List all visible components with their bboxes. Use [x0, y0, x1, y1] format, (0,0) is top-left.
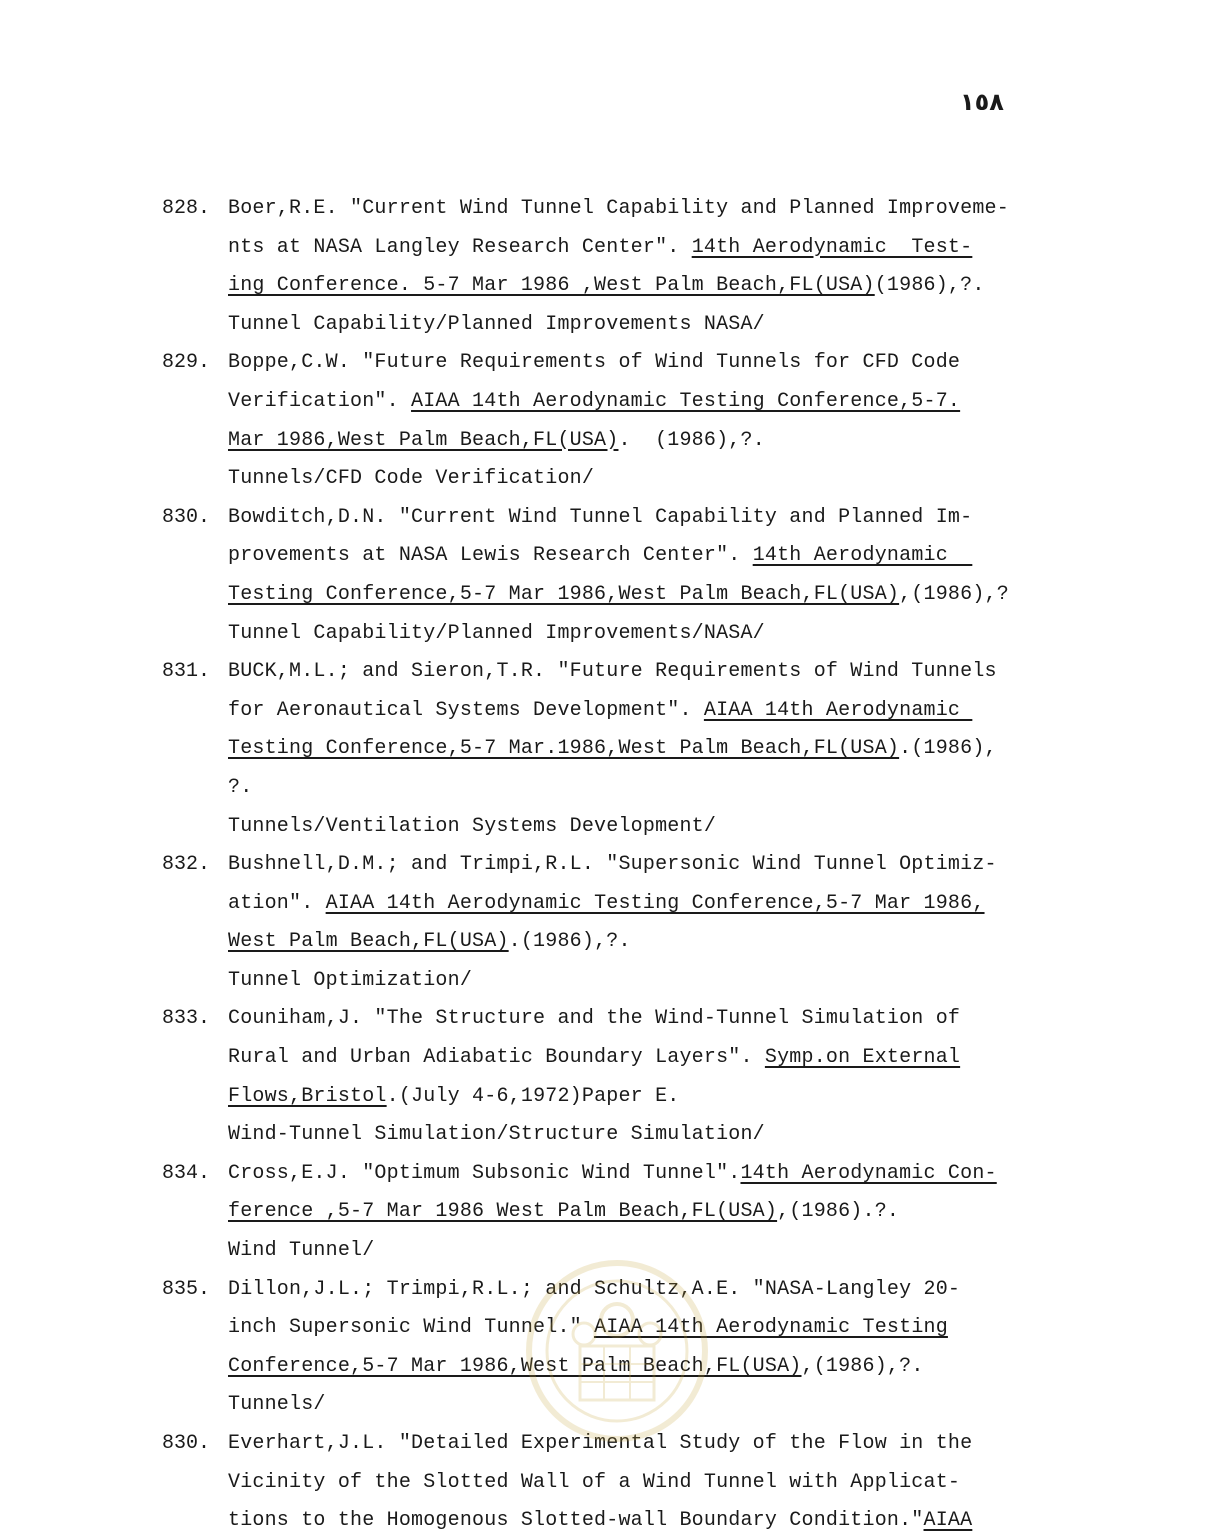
source-title: 14th Aerodynamic Test-	[691, 235, 973, 259]
entry-text: .(1986),	[899, 737, 997, 761]
source-title: West Palm Beach,FL(USA)	[228, 930, 509, 954]
entry-text: BUCK,M.L.; and Sieron,T.R. "Future Requirements of Wind Tunnels	[228, 660, 997, 684]
entry-number: 833.	[162, 1007, 211, 1031]
entry-line	[228, 1155, 1062, 1194]
entry-line	[228, 1386, 1062, 1425]
source-title: AIAA 14th Aerodynamic Testing Conference,5-7.	[411, 389, 961, 413]
entry-line	[228, 1039, 1062, 1078]
entry-line	[228, 1425, 1062, 1464]
entry-text: Cross,E.J. "Optimum Subsonic Wind Tunnel".	[228, 1161, 741, 1185]
entry-number: 829.	[162, 351, 211, 375]
bibliography-entry	[162, 846, 1062, 1000]
entry-line	[228, 344, 1062, 383]
entry-text: Boer,R.E. "Current Wind Tunnel Capability and Planned Improveme-	[228, 197, 1009, 220]
bibliography-entry	[162, 344, 1062, 498]
entry-line	[228, 576, 1062, 615]
entry-line	[228, 730, 1062, 769]
entry-text: . (1986),?.	[618, 428, 765, 452]
entry-line	[228, 267, 1062, 306]
entry-line	[228, 1271, 1062, 1310]
bibliography-entry	[162, 1000, 1062, 1154]
entry-line	[228, 692, 1062, 731]
source-title: AIAA	[923, 1509, 973, 1533]
entry-text: Wind-Tunnel Simulation/Structure Simulation/	[228, 1123, 765, 1147]
entry-line	[228, 769, 1062, 808]
entry-text: Boppe,C.W. "Future Requirements of Wind Tunnels for CFD Code	[228, 351, 961, 375]
entry-line	[228, 383, 1062, 422]
entry-text: ,(1986),?	[899, 582, 1009, 606]
entry-text: Dillon,J.L.; Trimpi,R.L.; and Schultz,A.E. "NASA-Langley 20-	[228, 1277, 961, 1301]
entry-number: 830.	[162, 1432, 211, 1455]
entry-line	[228, 923, 1062, 962]
entry-line	[228, 1000, 1062, 1039]
source-title: Mar 1986,West Palm Beach,FL(USA)	[228, 428, 619, 452]
source-title: Symp.on External	[764, 1046, 961, 1070]
source-title: Testing Conference,5-7 Mar.1986,West Palm Beach,FL(USA)	[228, 737, 900, 761]
entry-text: ation".	[228, 891, 326, 915]
entry-line	[228, 422, 1062, 461]
entry-line	[228, 499, 1062, 538]
entry-line	[228, 962, 1062, 1001]
bibliography-entry	[162, 190, 1062, 344]
entry-line	[228, 1078, 1062, 1117]
entry-text: Couniham,J. "The Structure and the Wind-Tunnel Simulation of	[228, 1007, 961, 1031]
entry-line	[228, 1348, 1062, 1387]
entry-text: ,(1986),?.	[801, 1354, 924, 1378]
entry-text: .(1986),?.	[508, 930, 631, 954]
entry-number: 835.	[162, 1277, 211, 1301]
entry-text: (1986),?.	[874, 274, 985, 298]
entry-text: Tunnels/	[228, 1393, 326, 1417]
entry-line	[228, 1502, 1062, 1536]
entry-text: ,(1986).?.	[777, 1200, 900, 1224]
entry-text: Bowditch,D.N. "Current Wind Tunnel Capability and Planned Im-	[228, 505, 973, 529]
bibliography-entry	[162, 653, 1062, 846]
entry-text: Tunnel Optimization/	[228, 968, 473, 992]
entry-line	[228, 229, 1062, 268]
source-title: ference ,5-7 Mar 1986 West Palm Beach,FL(USA)	[228, 1200, 778, 1224]
entry-text: inch Supersonic Wind Tunnel."	[228, 1316, 595, 1340]
entry-text: Wind Tunnel/	[228, 1239, 375, 1263]
entry-line	[228, 1232, 1062, 1271]
entry-line	[228, 460, 1062, 499]
entry-text: Tunnel Capability/Planned Improvements/NASA/	[228, 621, 765, 645]
entry-line	[228, 1116, 1062, 1155]
source-title: Flows,Bristol	[228, 1084, 387, 1108]
entry-text: provements at NASA Lewis Research Center".	[228, 544, 753, 568]
entry-line	[228, 846, 1062, 885]
source-title: 14th Aerodynamic Con-	[740, 1161, 997, 1185]
source-title: AIAA 14th Aerodynamic Testing Conference,5-7 Mar 1986,	[325, 891, 985, 915]
entry-text: tions to the Homogenous Slotted-wall Boundary Condition."	[228, 1509, 924, 1533]
entry-text: nts at NASA Langley Research Center".	[228, 235, 692, 259]
entry-line	[228, 1464, 1062, 1503]
bibliography-entry	[162, 499, 1062, 653]
entry-line	[228, 653, 1062, 692]
entry-text: Everhart,J.L. "Detailed Experimental Study of the Flow in the	[228, 1432, 973, 1455]
entry-line	[228, 190, 1062, 229]
source-title: Conference,5-7 Mar 1986,West Palm Beach,FL(USA)	[228, 1354, 802, 1378]
entry-text: Verification".	[228, 389, 412, 413]
source-title: AIAA 14th Aerodynamic	[703, 698, 973, 722]
bibliography-entry	[162, 1271, 1062, 1425]
entry-number: 831.	[162, 660, 211, 684]
entry-text: Bushnell,D.M.; and Trimpi,R.L. "Supersonic Wind Tunnel Optimiz-	[228, 853, 997, 877]
entry-text: ?.	[228, 775, 253, 799]
entry-text: Tunnels/CFD Code Verification/	[228, 467, 595, 491]
entry-line	[228, 615, 1062, 654]
entry-line	[228, 808, 1062, 847]
entry-line	[228, 306, 1062, 345]
entry-line	[228, 1309, 1062, 1348]
entry-text: Tunnels/Ventilation Systems Development/	[228, 814, 717, 838]
entry-text: Rural and Urban Adiabatic Boundary Layers".	[228, 1046, 765, 1070]
entry-text: Tunnel Capability/Planned Improvements NASA/	[228, 312, 765, 336]
entry-text: for Aeronautical Systems Development".	[228, 698, 704, 722]
entry-number: 830.	[162, 505, 211, 529]
entry-number: 832.	[162, 853, 211, 877]
entry-number: 828.	[162, 197, 211, 220]
bibliography-entry	[162, 1155, 1062, 1271]
source-title: AIAA 14th Aerodynamic Testing	[594, 1316, 948, 1340]
entry-number: 834.	[162, 1161, 211, 1185]
source-title: ing Conference. 5-7 Mar 1986 ,West Palm Beach,FL(USA)	[228, 274, 875, 298]
entry-text: Vicinity of the Slotted Wall of a Wind Tunnel with Applicat-	[228, 1470, 961, 1494]
entry-line	[228, 537, 1062, 576]
bibliography-entry	[162, 1425, 1062, 1536]
source-title: Testing Conference,5-7 Mar 1986,West Palm Beach,FL(USA)	[228, 582, 900, 606]
entry-line	[228, 1193, 1062, 1232]
entry-text: .(July 4-6,1972)Paper E.	[386, 1084, 680, 1108]
source-title: 14th Aerodynamic	[752, 544, 973, 568]
page-number: ١٥٨	[960, 88, 1004, 116]
entry-line	[228, 885, 1062, 924]
bibliography-list	[162, 190, 1062, 1536]
